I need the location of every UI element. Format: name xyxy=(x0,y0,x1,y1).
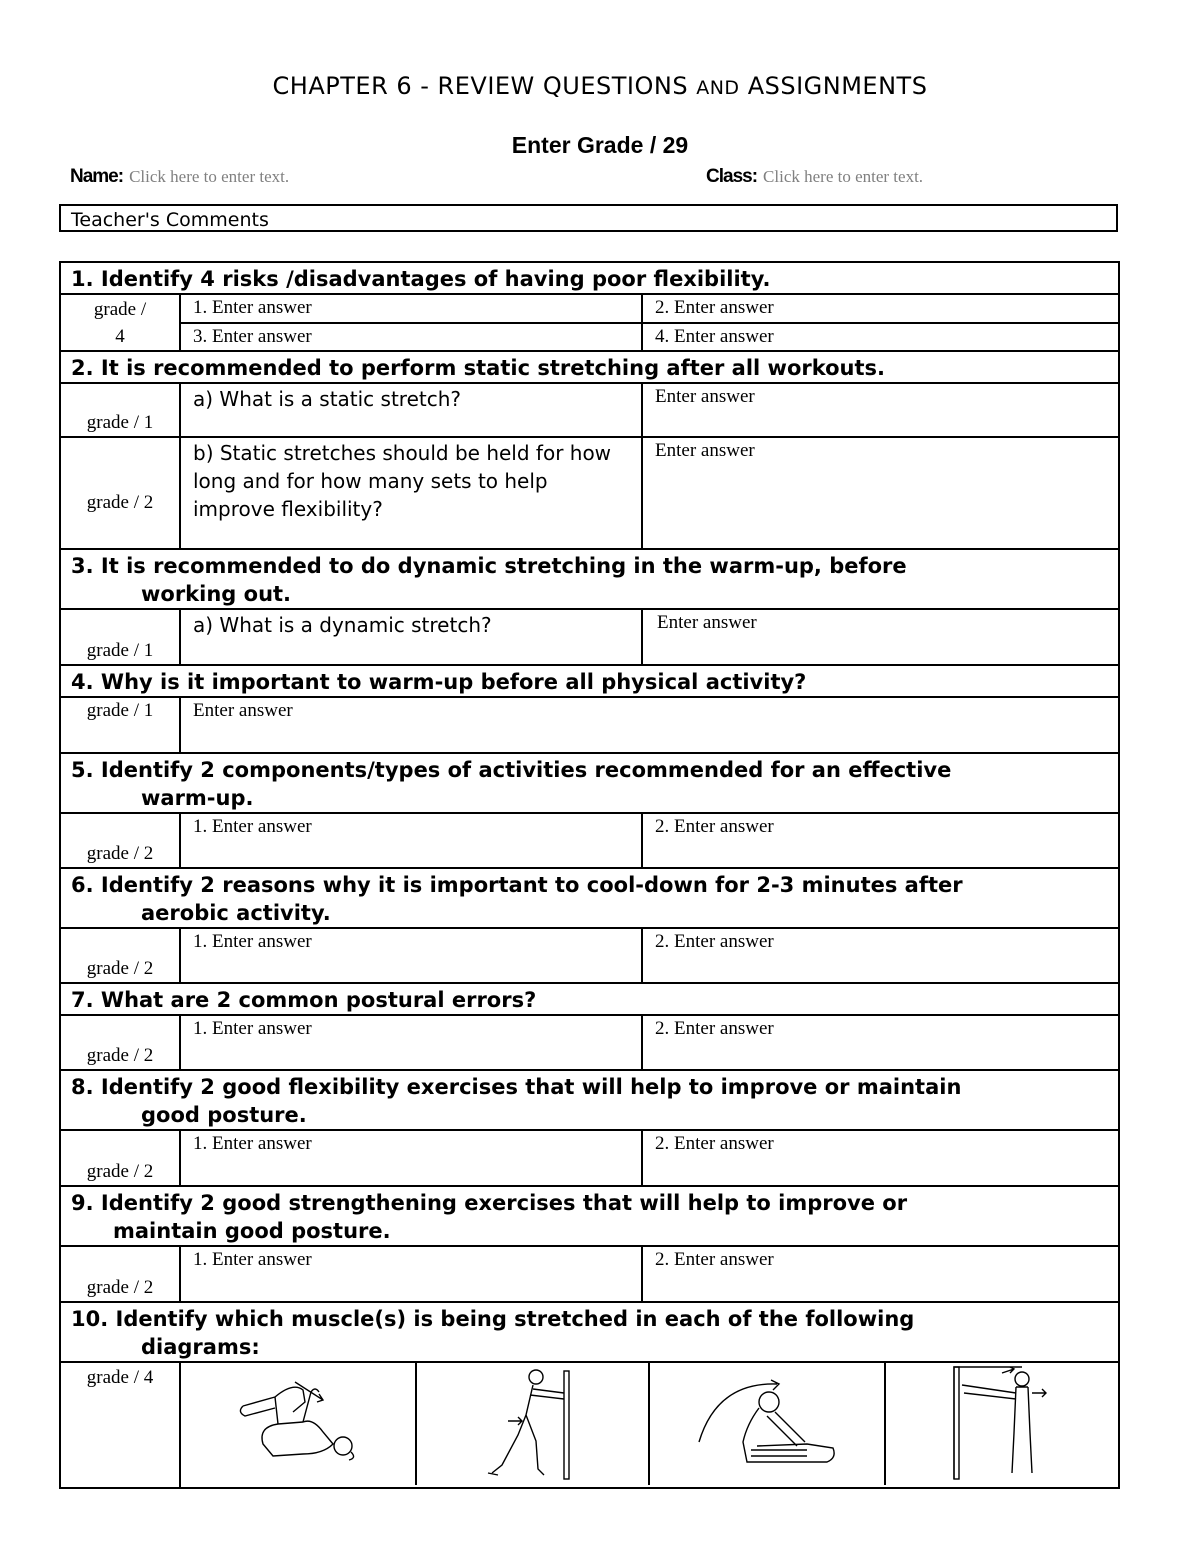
question-4: 4. Why is it important to warm-up before all physical activity? xyxy=(60,665,1119,697)
name-field[interactable]: Name: Click here to enter text. xyxy=(70,166,290,187)
question-9: 9. Identify 2 good strengthening exercises that will help to improve or maintain good posture. xyxy=(60,1186,1119,1246)
q3-prompt: a) What is a dynamic stretch? xyxy=(180,609,642,665)
q2b-prompt: b) Static stretches should be held for how long and for how many sets to help improve flexibility? xyxy=(180,437,642,549)
q2b-grade[interactable]: grade / 2 xyxy=(60,437,180,549)
q1-answer-1[interactable]: 1. Enter answer xyxy=(180,294,642,323)
q1-grade[interactable]: grade / 4 xyxy=(60,294,180,351)
total-grade-field[interactable]: Enter Grade / 29 xyxy=(511,132,689,158)
question-7: 7. What are 2 common postural errors? xyxy=(60,983,1119,1015)
q8-grade[interactable]: grade / 2 xyxy=(60,1130,180,1186)
teacher-comments-field[interactable]: Teacher's Comments xyxy=(59,204,1118,232)
stretch-figure-doorway-icon xyxy=(942,1363,1062,1481)
q3-answer[interactable]: Enter answer xyxy=(642,609,1119,665)
q5-answer-2[interactable]: 2. Enter answer xyxy=(642,813,1119,868)
diagram-4-chest-stretch-figure xyxy=(885,1363,1118,1485)
class-field[interactable]: Class: Click here to enter text. xyxy=(706,166,924,187)
q2a-prompt: a) What is a static stretch? xyxy=(180,383,642,437)
q2a-answer[interactable]: Enter answer xyxy=(642,383,1119,437)
q7-answer-2[interactable]: 2. Enter answer xyxy=(642,1015,1119,1070)
question-5: 5. Identify 2 components/types of activities recommended for an effective warm-up. xyxy=(60,753,1119,813)
q4-grade[interactable]: grade / 1 xyxy=(60,697,180,753)
diagram-3-seated-reach-figure xyxy=(649,1363,885,1485)
q8-answer-1[interactable]: 1. Enter answer xyxy=(180,1130,642,1186)
q10-grade[interactable]: grade / 4 xyxy=(60,1362,180,1488)
question-10: 10. Identify which muscle(s) is being stretched in each of the following diagrams: xyxy=(60,1302,1119,1362)
page-title: CHAPTER 6 - REVIEW QUESTIONS AND ASSIGNMENTS xyxy=(272,72,928,100)
q6-answer-1[interactable]: 1. Enter answer xyxy=(180,928,642,983)
q7-answer-1[interactable]: 1. Enter answer xyxy=(180,1015,642,1070)
q6-answer-2[interactable]: 2. Enter answer xyxy=(642,928,1119,983)
q5-grade[interactable]: grade / 2 xyxy=(60,813,180,868)
q1-answer-2[interactable]: 2. Enter answer xyxy=(642,294,1119,323)
name-placeholder[interactable]: Click here to enter text. xyxy=(129,167,290,186)
question-8: 8. Identify 2 good flexibility exercises that will help to improve or maintain good posture. xyxy=(60,1070,1119,1130)
q3-grade[interactable]: grade / 1 xyxy=(60,609,180,665)
q9-answer-2[interactable]: 2. Enter answer xyxy=(642,1246,1119,1302)
stretch-figure-lying-icon xyxy=(223,1372,373,1472)
q2a-grade[interactable]: grade / 1 xyxy=(60,383,180,437)
q9-grade[interactable]: grade / 2 xyxy=(60,1246,180,1302)
question-1: 1. Identify 4 risks /disadvantages of having poor flexibility. xyxy=(60,262,1119,294)
stretch-figure-seated-icon xyxy=(687,1372,847,1472)
q6-grade[interactable]: grade / 2 xyxy=(60,928,180,983)
q1-answer-4[interactable]: 4. Enter answer xyxy=(642,323,1119,352)
question-2: 2. It is recommended to perform static stretching after all workouts. xyxy=(60,351,1119,383)
diagram-1-hamstring-stretch-figure xyxy=(181,1363,416,1485)
q5-answer-1[interactable]: 1. Enter answer xyxy=(180,813,642,868)
q7-grade[interactable]: grade / 2 xyxy=(60,1015,180,1070)
q9-answer-1[interactable]: 1. Enter answer xyxy=(180,1246,642,1302)
q4-answer[interactable]: Enter answer xyxy=(180,697,1119,753)
q8-answer-2[interactable]: 2. Enter answer xyxy=(642,1130,1119,1186)
stretch-figure-wall-icon xyxy=(478,1365,588,1480)
questions-table xyxy=(59,261,1120,1489)
q1-answer-3[interactable]: 3. Enter answer xyxy=(180,323,642,352)
q2b-answer[interactable]: Enter answer xyxy=(642,437,1119,549)
question-6: 6. Identify 2 reasons why it is important to cool-down for 2-3 minutes after aerobic activity. xyxy=(60,868,1119,928)
diagram-2-calf-stretch-figure xyxy=(416,1363,649,1485)
question-3: 3. It is recommended to do dynamic stretching in the warm-up, before working out. xyxy=(60,549,1119,609)
class-placeholder[interactable]: Click here to enter text. xyxy=(763,167,924,186)
